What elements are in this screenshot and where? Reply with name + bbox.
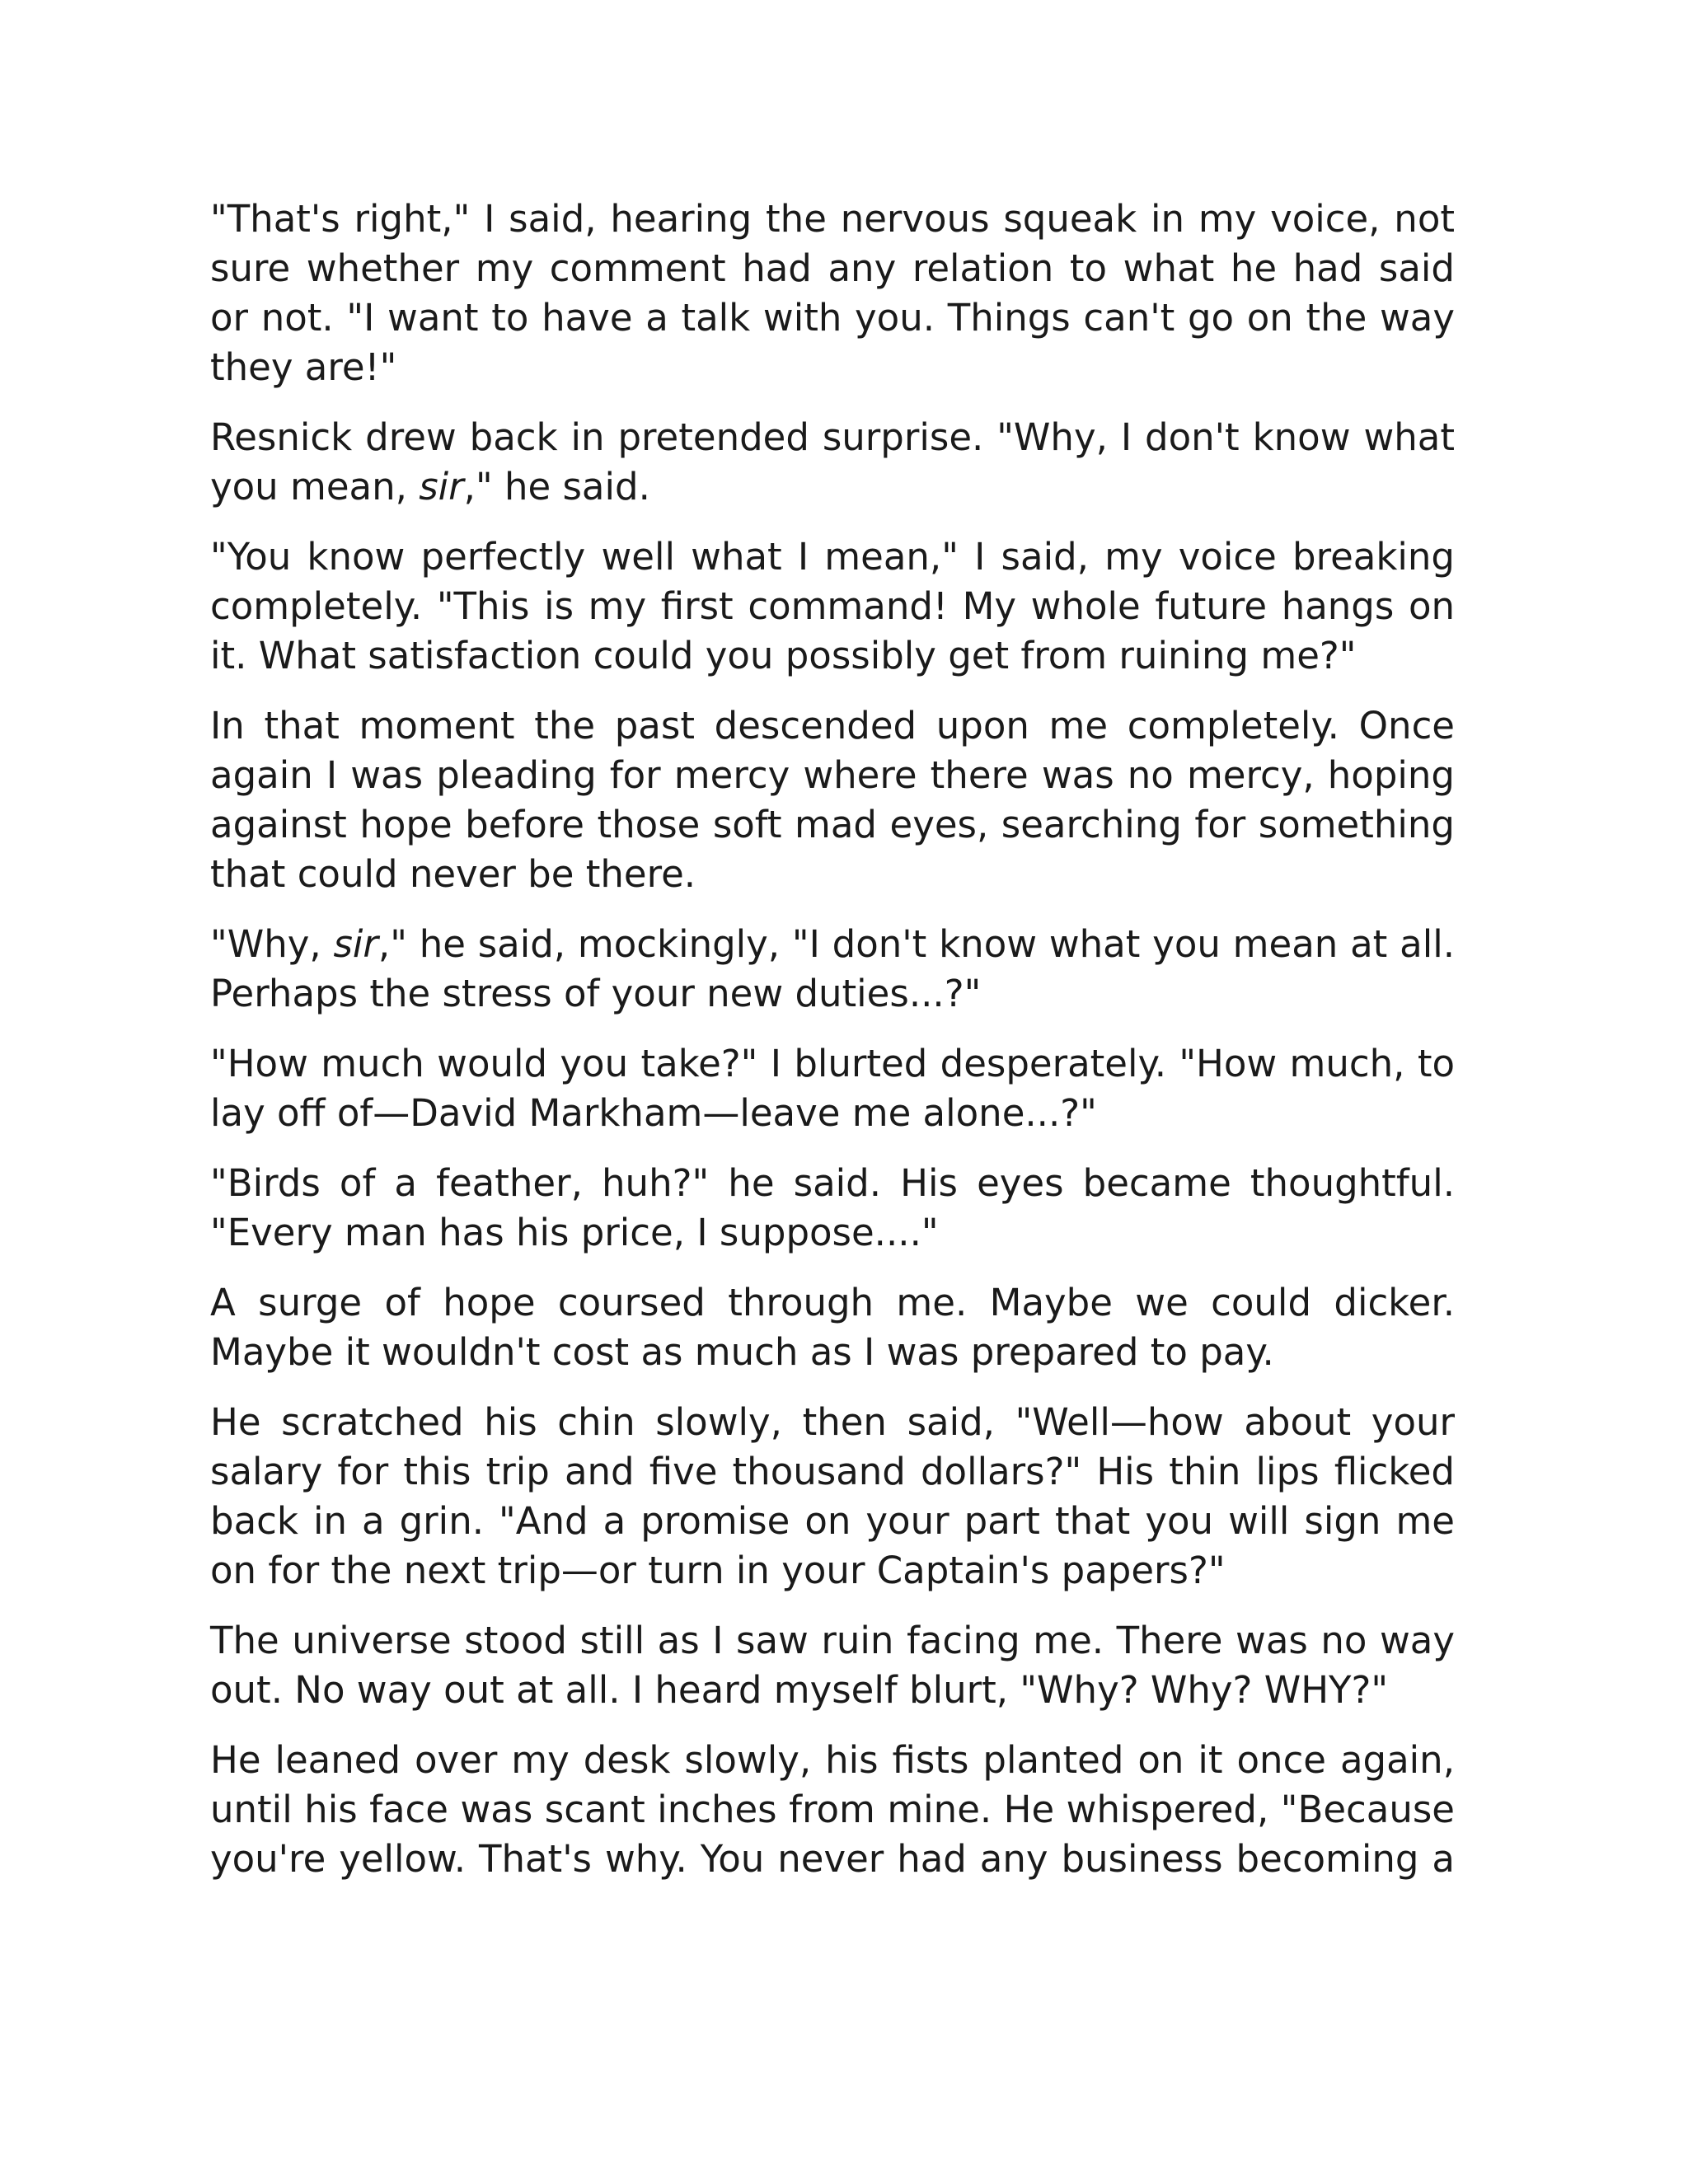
paragraph-text: ," he said. bbox=[463, 465, 650, 509]
paragraph: "How much would you take?" I blurted desperately. "How much, to lay off of—David Markham—leave me alone...?" bbox=[210, 1042, 1455, 1135]
paragraph bbox=[210, 920, 1455, 1019]
italic-word: sir bbox=[419, 465, 464, 509]
paragraph: "Birds of a feather, huh?" he said. His eyes became thoughtful. "Every man has his price, I suppose...." bbox=[210, 1161, 1455, 1254]
paragraph: The universe stood still as I saw ruin facing me. There was no way out. No way out at all. I heard myself blurt, "Why? Why? WHY?" bbox=[210, 1619, 1455, 1712]
paragraph: "That's right," I said, hearing the nervous squeak in my voice, not sure whether my comment had any relation to what he had said or not. "I want to have a talk with you. Things can't go on the way they are!" bbox=[210, 197, 1455, 389]
paragraph: He leaned over my desk slowly, his fists planted on it once again, until his face was scant inches from mine. He whispered, "Because you're yellow. That's why. You never had any business becoming a bbox=[210, 1738, 1455, 1881]
paragraph: A surge of hope coursed through me. Maybe we could dicker. Maybe it wouldn't cost as much as I was prepared to pay. bbox=[210, 1281, 1455, 1374]
italic-word: sir bbox=[333, 922, 378, 966]
paragraph-text: "Why, bbox=[210, 922, 334, 966]
paragraph: "You know perfectly well what I mean," I said, my voice breaking completely. "This is my first command! My whole future hangs on it. What satisfaction could you possibly get from ruining me?" bbox=[210, 535, 1455, 677]
paragraph-text: Resnick drew back in pretended surprise. "Why, I don't know what you mean, bbox=[210, 415, 1455, 509]
paragraph: In that moment the past descended upon me completely. Once again I was pleading for mercy where there was no mercy, hoping against hope before those soft mad eyes, searching for something that could never be there. bbox=[210, 704, 1455, 896]
paragraph-text: ," he said, mockingly, "I don't know what you mean at all. Perhaps the stress of your new duties...?" bbox=[210, 922, 1455, 1015]
paragraph bbox=[210, 413, 1455, 512]
paragraph: He scratched his chin slowly, then said, "Well—how about your salary for this trip and five thousand dollars?" His thin lips flicked back in a grin. "And a promise on your part that you will sign me on for the next trip—or turn in your Captain's papers?" bbox=[210, 1400, 1455, 1592]
body-text bbox=[210, 194, 1455, 1884]
